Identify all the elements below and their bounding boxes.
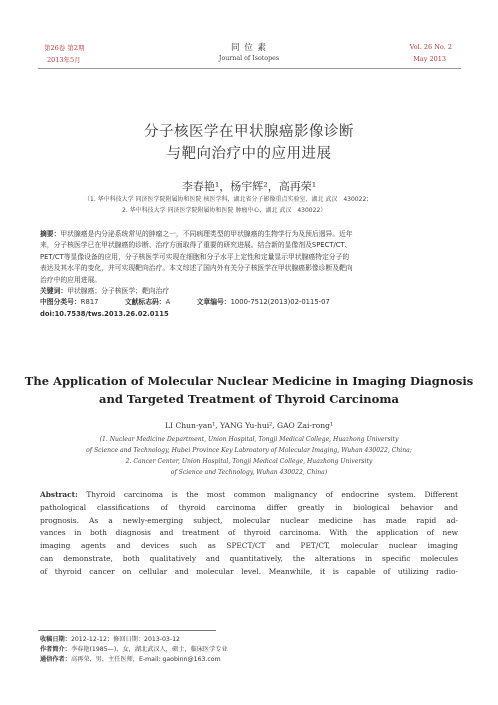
header-date-cn: 2013年5月 xyxy=(47,56,81,64)
abstract-en-line: can demonstrate, both qualitatively and quantitatively, the alterations in specific molecules xyxy=(40,553,458,563)
classification-row xyxy=(40,297,460,308)
abstract-cn-line: 来，分子核医学已在甲状腺癌的诊断、治疗方面取得了重要的研究进展。结合新的显像剂及SPECT/CT、 xyxy=(40,241,352,250)
keywords-cn-value: 甲状腺癌；分子核医学；靶向治疗 xyxy=(67,287,170,296)
abstract-en-line: imaging agents and devices such as SPECT/CT and PET/CT, molecular nuclear imaging xyxy=(40,541,458,551)
authors-en: LI Chun-yan¹, YANG Yu-hui², GAO Zai-rong¹ xyxy=(165,421,333,430)
abstract-en-line: of thyroid cancer on cellular and molecular level. Meanwhile, it is capable of utilizing radio- xyxy=(40,566,458,576)
doc-code-label: 文献标志码： xyxy=(124,298,166,307)
footnotes xyxy=(40,635,228,665)
abstract-cn-line: 表达及其水平的变化，并可实现靶向治疗。本文综述了国内外有关分子核医学在甲状腺癌影像诊断及靶向 xyxy=(40,264,353,273)
abstract-cn-line: 治疗中的应用进展。 xyxy=(40,275,102,284)
footnote-label: 收稿日期： xyxy=(40,636,71,643)
abstract-en-label: Abstract: xyxy=(40,490,78,499)
doc-code-value: A xyxy=(165,298,171,307)
header-journal-en: Journal of Isotopes xyxy=(218,55,280,62)
affiliation-cn-1: （1. 华中科技大学 同济医学院附属协和医院 核医学科，湖北省分子影像重点实验室，湖北 武汉 430022； xyxy=(84,196,373,203)
footnote-rule xyxy=(38,630,216,631)
article-number-label: 文章编号： xyxy=(196,298,231,307)
title-cn-line2: 与靶向治疗中的应用进展 xyxy=(166,146,332,162)
footnote-received xyxy=(40,635,228,645)
footnote-label: 通信作者： xyxy=(40,656,71,663)
affiliation-en-1: (1. Nuclear Medicine Department, Union Hospital, Tongji Medical College, Huazhong University xyxy=(99,436,399,443)
clc-value: R817 xyxy=(80,298,99,307)
abstract-en-line: vances in both diagnosis and treatment of thyroid carcinoma. With the application of new xyxy=(40,528,458,538)
header-date-en: May 2013 xyxy=(413,55,446,63)
article-number-value: 1000-7512(2013)02-0115-07 xyxy=(230,298,330,307)
affiliation-en-2: of Science and Technology, Hubei Province Key Labroatory of Molecular Imaging, Wuhan 430022, China; xyxy=(86,447,412,454)
footnote-label: 作者简介： xyxy=(40,646,71,653)
title-en-line1: The Application of Molecular Nuclear Medicine in Imaging Diagnosis xyxy=(24,374,474,388)
abstract-cn-line: 甲状腺癌是内分泌系统常见的肿瘤之一，不同病理类型的甲状腺癌的生物学行为及预后迥异。近年 xyxy=(60,230,353,238)
title-cn-line1: 分子核医学在甲状腺癌影像诊断 xyxy=(144,124,354,140)
abstract-en-line: pathological classifications of thyroid carcinoma differ greatly in biological behavior and xyxy=(40,502,458,512)
footnote-value: 高再荣，男，主任医师，E-mail: gaobinn@163.com xyxy=(70,656,221,663)
abstract-en-line: Thyroid carcinoma is the most common malignancy of endocrine system. Different xyxy=(86,490,458,499)
footnote-author-bio xyxy=(40,645,228,655)
header-rule xyxy=(38,68,461,69)
clc-label: 中图分类号： xyxy=(40,298,81,307)
abstract-en xyxy=(40,489,458,579)
abstract-cn-line: PET/CT等显像设备的应用，分子核医学可实现在细胞和分子水平上定性和定量显示甲状腺癌特定分子的 xyxy=(40,252,350,261)
doi: doi:10.7538/tws.2013.26.02.0115 xyxy=(40,309,169,318)
abstract-cn xyxy=(40,229,460,320)
abstract-en-line: prognosis. As a newly-emerging subject, molecular nuclear medicine has made rapid ad- xyxy=(40,515,458,525)
header-journal-cn: 同 位 素 xyxy=(231,43,267,53)
footnote-value: 2012-12-12；修回日期：2013-03-12 xyxy=(70,636,180,643)
header-volume-cn: 第26卷 第2期 xyxy=(44,44,85,52)
footnote-correspondence xyxy=(40,655,228,665)
authors-cn: 李春艳¹，杨宇辉²，高再荣¹ xyxy=(181,180,317,193)
title-en-line2: and Targeted Treatment of Thyroid Carcinoma xyxy=(99,392,399,406)
keywords-cn-label: 关键词： xyxy=(40,287,68,296)
affiliation-en-3: 2. Cancer Center, Union Hospital, Tongji Medical College, Huazhong University xyxy=(125,458,373,465)
affiliation-cn-2: 2. 华中科技大学 同济医学院附属协和医院 肿瘤中心，湖北 武汉 430022） xyxy=(122,207,327,214)
affiliation-en-4: of Science and Technology, Wuhan 430022, China) xyxy=(170,469,328,476)
abstract-cn-label: 摘要： xyxy=(40,230,61,238)
header-volume-en: Vol. 26 No. 2 xyxy=(409,43,452,51)
footnote-value: 李春艳(1985—)，女，湖北武汉人，硕士，临床医学专业 xyxy=(70,646,228,653)
